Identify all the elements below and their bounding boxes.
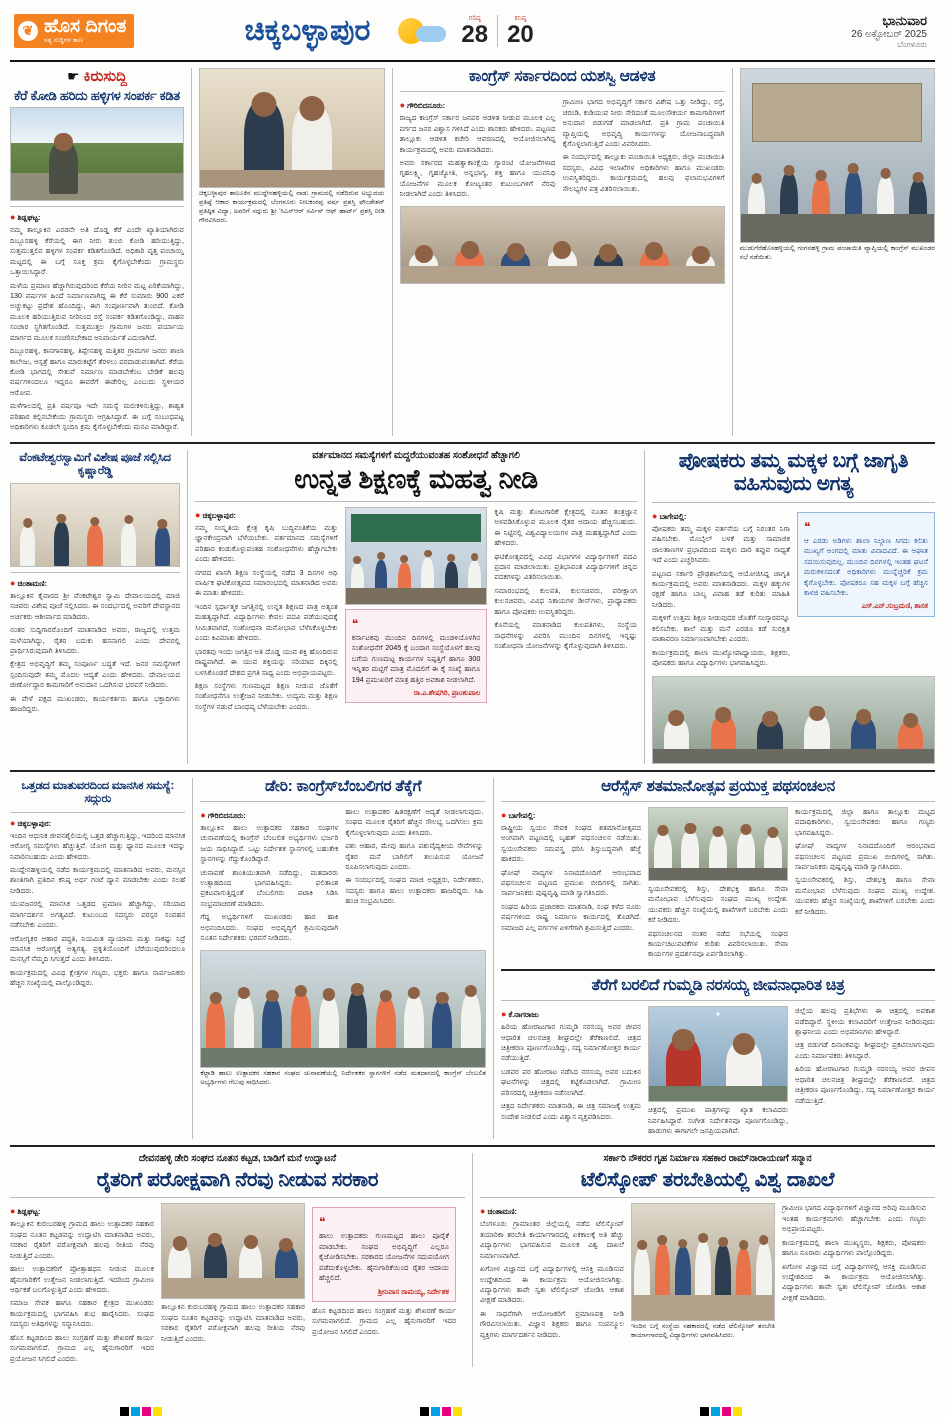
column-right-photo	[740, 68, 935, 436]
bottom-left-byline: ● ಶಿಡ್ಲಘಟ್ಟ:	[10, 1206, 41, 1217]
poshakaru-para-3: ಕಾರ್ಯಕ್ರಮದಲ್ಲಿ ಶಾಲಾ ಮುಖ್ಯೋಪಾಧ್ಯಾಯರು, ಶಿಕ್ಷಕರು, ಪೋಷಕರು ಹಾಗೂ ವಿದ್ಯಾರ್ಥಿಗಳು ಭಾಗವಹಿಸಿದ್ದರು.	[652, 647, 790, 668]
deri-c2-para-0: ಹಾಲು ಉತ್ಪಾದಕರ ಹಿತರಕ್ಷಣೆಗೆ ಆದ್ಯತೆ ನೀಡಲಾಗುವುದು. ಸಂಘದ ಮೂಲಕ ರೈತರಿಗೆ ಹೆಚ್ಚಿನ ಸೌಲಭ್ಯ ಒದಗಿಸಲು ಕ್ರಮ ಕೈಗೊಳ್ಳಲಾಗುವುದು ಎಂದು ತಿಳಿಸಿದರು.	[345, 806, 484, 837]
okkuta-para-3: ಆರೋಗ್ಯಕರ ಆಹಾರ ಪದ್ಧತಿ, ನಿಯಮಿತ ವ್ಯಾಯಾಮ ಮತ್ತು ಸಾಕಷ್ಟು ನಿದ್ರೆ ಮಾನಸಿಕ ಆರೋಗ್ಯಕ್ಕೆ ಅತ್ಯಗತ್ಯ. ಪ್ರಕೃತಿಯೊಂದಿಗೆ ಬೆರೆಯುವುದರಿಂದಲೂ ಮನಸ್ಸಿಗೆ ನೆಮ್ಮದಿ ಸಿಗುತ್ತದೆ ಎಂದು ತಿಳಿಸಿದರು.	[10, 933, 186, 964]
right-photo-caption: ಮುಡುಗೆರೆಹೊಸಹಳ್ಳಿಯಲ್ಲಿ ಗಂಗನಹಳ್ಳಿ ಗ್ರಾಮ ಪಂಚಾಯಿತಿ ವ್ಯಾಪ್ತಿಯಲ್ಲಿ ಕಾಂಗ್ರೆಸ್ ಮುಖಂಡರ ಸಭೆ ನಡೆಯಿತು.	[739, 245, 936, 261]
deri-c1-para-1: ಚುನಾವಣೆ ಶಾಂತಿಯುತವಾಗಿ ನಡೆದಿದ್ದು, ಮತದಾರರು ಉತ್ಸಾಹದಿಂದ ಭಾಗವಹಿಸಿದ್ದರು. ಫಲಿತಾಂಶ ಪ್ರಕಟವಾಗುತ್ತಿದ್ದಂತೆ ಬೆಂಬಲಿಗರು ಪಟಾಕಿ ಸಿಡಿಸಿ ಸಂಭ್ರಮಾಚರಣೆ ಮಾಡಿದರು.	[200, 867, 339, 908]
row-bottom	[10, 1153, 935, 1367]
column-deri	[200, 778, 486, 1140]
column-poshakaru	[652, 450, 935, 764]
poshakaru-para-1: ಪಟ್ಟಣದ ಸರ್ಕಾರಿ ಪ್ರೌಢಶಾಲೆಯಲ್ಲಿ ಆಯೋಜಿಸಿದ್ದ ಜಾಗೃತಿ ಕಾರ್ಯಕ್ರಮದಲ್ಲಿ ಅವರು ಮಾತನಾಡಿದರು. ಮಕ್ಕಳ ಹಕ್ಕುಗಳ ರಕ್ಷಣೆ ಹಾಗೂ ಬಾಲ್ಯ ವಿವಾಹ ತಡೆ ಕುರಿತು ಮಾಹಿತಿ ನೀಡಿದರು.	[652, 568, 790, 609]
publish-date: 26 ಅಕ್ಟೋಬರ್ 2025	[851, 28, 927, 40]
convocation-stage-photo	[345, 507, 488, 605]
venkateshwara-para-2: ಕ್ಷೇತ್ರದ ಅಭಿವೃದ್ಧಿಗೆ ತಮ್ಮ ಸಂಪೂರ್ಣ ಬದ್ಧತೆ ಇದೆ. ಜನರ ಸಮಸ್ಯೆಗಳಿಗೆ ಸ್ಪಂದಿಸುವುದೇ ತಮ್ಮ ಮೊದಲ ಆದ್ಯತೆ ಎಂದು ಹೇಳಿದರು. ದೇವಾಲಯದ ಜೀರ್ಣೋದ್ಧಾರ ಕಾಮಗಾರಿಗೆ ಅನುದಾನ ಒದಗಿಸುವ ಭರವಸೆ ನೀಡಿದರು.	[10, 659, 181, 690]
felicitation-group-photo	[400, 206, 725, 284]
gummidi-c1-para-0: ಹಿರಿಯ ಹೋರಾಟಗಾರ ಗುಮ್ಮಡಿ ನರಸಯ್ಯ ಅವರ ಜೀವನ ಆಧಾರಿತ ಚಲನಚಿತ್ರ ಶೀಘ್ರದಲ್ಲೇ ತೆರೆಕಾಣಲಿದೆ. ಚಿತ್ರದ ಚಿತ್ರೀಕರಣ ಪೂರ್ಣಗೊಂಡಿದ್ದು, ಸದ್ಯ ನಿರ್ಮಾಣೋತ್ತರ ಕಾರ್ಯ ನಡೆಯುತ್ತಿದೆ.	[501, 1022, 641, 1063]
bl-c1-para-1: ಹಾಲು ಉತ್ಪಾದಕರಿಗೆ ಪ್ರೋತ್ಸಾಹಧನ ನೀಡುವ ಮೂಲಕ ಹೈನುಗಾರಿಕೆಗೆ ಉತ್ತೇಜನ ನೀಡಲಾಗುತ್ತಿದೆ. ಇದರಿಂದ ಗ್ರಾಮೀಣ ಆರ್ಥಿಕತೆ ಬಲಗೊಳ್ಳುತ್ತಿದೆ ಎಂದು ಹೇಳಿದರು.	[10, 1264, 154, 1295]
congress-byline: ● ಗೌರಿಬಿದನೂರು:	[399, 100, 446, 111]
temp-max	[452, 15, 497, 47]
poshakaru-quote-text: ಆ ಎರಡು ಅಡಿಗಳು ಶಾಲಾ ನಿಲ್ದಾಣ ಸಿಗದು ಕಲಿತು ಮುಖ್ಯಗೆ ಅಂಗದಲ್ಲಿ ಮಾತು ವಿವಾದವಿದೆ. ಈ ಆಘಾತ ಸದಯಿಸುವುದಿಲ್ಲ. ಮುಂದಿನ ದಿನಗಳಲ್ಲಿ ಇಂತಹ ಘಟನೆ ಮರುಕಳಿಸದಂತೆ ಅಧಿಕಾರಿಗಳು ಮುನ್ನೆಚ್ಚರಿಕೆ ಕ್ರಮ ಕೈಗೊಳ್ಳಬೇಕು. ಪೋಷಕರೂ ಸಹ ಮಕ್ಕಳ ಬಗ್ಗೆ ಹೆಚ್ಚಿನ ಕಾಳಜಿ ವಹಿಸಬೇಕು.	[804, 535, 928, 598]
br-c2-para-1: ಗ್ರಾಮೀಣ ಭಾಗದ ವಿದ್ಯಾರ್ಥಿಗಳಿಗೆ ವಿಜ್ಞಾನದ ಅರಿವು ಮೂಡಿಸುವ ಇಂತಹ ಕಾರ್ಯಕ್ರಮಗಳು ಹೆಚ್ಚಾಗಬೇಕು ಎಂದು ಗಣ್ಯರು ಅಭಿಪ್ರಾಯಪಟ್ಟರು.	[782, 1203, 926, 1234]
br-c2-para-2: ಕಾರ್ಯಕ್ರಮದಲ್ಲಿ ಶಾಲಾ ಮುಖ್ಯಸ್ಥರು, ಶಿಕ್ಷಕರು, ಪೋಷಕರು ಹಾಗೂ ನೂರಾರು ವಿದ್ಯಾರ್ಥಿಗಳು ಪಾಲ್ಗೊಂಡಿದ್ದರು.	[782, 1237, 926, 1258]
temp-min-label: ಕನಿಷ್ಠ	[514, 15, 527, 22]
bl-c1-para-0: ತಾಲ್ಲೂಕಿನ ಕುರುಬರಹಳ್ಳಿ ಗ್ರಾಮದ ಹಾಲು ಉತ್ಪಾದಕರ ಸಹಕಾರ ಸಂಘದ ನೂತನ ಕಟ್ಟಡವನ್ನು ಉದ್ಘಾಟಿಸಿ ಮಾತನಾಡಿದ ಅವರು, ಸರಕಾರ ರೈತರಿಗೆ ಪರೋಕ್ಷವಾಗಿ ಹಲವು ರೀತಿಯ ನೆರವು ನೀಡುತ್ತಿದೆ ಎಂದರು.	[10, 1219, 154, 1260]
bottom-left-quote-box	[312, 1207, 456, 1302]
rss-c2-extra: ಸ್ವಯಂಸೇವಕರಲ್ಲಿ ಶಿಸ್ತು, ದೇಶಭಕ್ತಿ ಹಾಗೂ ಸೇವಾ ಮನೋಭಾವ ಬೆಳೆಸುವುದು ಸಂಘದ ಮುಖ್ಯ ಉದ್ದೇಶ. ಯುವಕರು ಹೆಚ್ಚಿನ ಸಂಖ್ಯೆಯಲ್ಲಿ ಶಾಖೆಗಳಿಗೆ ಬರಬೇಕು ಎಂದು ಕರೆ ನೀಡಿದರು.	[795, 875, 935, 916]
bl-c2-para-0: ಸಮಾಜ ಸೇವಕ ಹಾಗೂ ಸಹಕಾರ ಕ್ಷೇತ್ರದ ಮುಖಂಡರು ಕಾರ್ಯಕ್ರಮದಲ್ಲಿ ಭಾಗವಹಿಸಿ ಶುಭ ಹಾರೈಸಿದರು. ಸಂಘದ ಸದಸ್ಯರು ಅತಿಥಿಗಳನ್ನು ಸನ್ಮಾನಿಸಿದರು.	[10, 1298, 154, 1329]
lead-right-para-0: ಕೃಷಿ ಮತ್ತು ತೋಟಗಾರಿಕೆ ಕ್ಷೇತ್ರದಲ್ಲಿ ನೂತನ ತಂತ್ರಜ್ಞಾನ ಅಳವಡಿಸಿಕೊಳ್ಳುವ ಮೂಲಕ ರೈತರ ಆದಾಯ ಹೆಚ್ಚಿಸಬಹುದು. ಈ ನಿಟ್ಟಿನಲ್ಲಿ ವಿಶ್ವವಿದ್ಯಾಲಯಗಳ ಪಾತ್ರ ಮಹತ್ವದ್ದಾಗಿದೆ ಎಂದು ಹೇಳಿದರು.	[494, 506, 638, 548]
temp-min-value: 20	[507, 21, 534, 48]
couple-felicitation-photo	[199, 68, 385, 188]
rss-c2-para-2: ಕಾರ್ಯಕ್ರಮದಲ್ಲಿ ಜಿಲ್ಲಾ ಹಾಗೂ ತಾಲ್ಲೂಕು ಮಟ್ಟದ ಪದಾಧಿಕಾರಿಗಳು, ಸ್ವಯಂಸೇವಕರು ಹಾಗೂ ಗಣ್ಯರು ಭಾಗವಹಿಸಿದ್ದರು.	[795, 806, 935, 837]
congress-para-1: ಅವರು ಸರ್ಕಾರದ ಮಹತ್ವಾಕಾಂಕ್ಷೆಯ ಗ್ಯಾರಂಟಿ ಯೋಜನೆಗಳಾದ ಗೃಹಲಕ್ಷ್ಮಿ, ಗೃಹಜ್ಯೋತಿ, ಅನ್ನಭಾಗ್ಯ, ಶಕ್ತಿ ಹಾಗೂ ಯುವನಿಧಿ ಯೋಜನೆಗಳ ಮೂಲಕ ಕೋಟ್ಯಂತರ ಕುಟುಂಬಗಳಿಗೆ ನೆರವು ನೀಡಲಾಗಿದೆ ಎಂದು ತಿಳಿಸಿದರು.	[399, 158, 556, 199]
kirusuddi-byline: ● ಶಿಡ್ಲಘಟ್ಟ:	[10, 212, 41, 223]
edition-name: ಚಿಕ್ಕಬಳ್ಳಾಪುರ	[244, 14, 371, 47]
temple-puja-photo	[10, 483, 180, 567]
bottom-left-kicker: ದೇವನಹಳ್ಳಿ ಡೇರಿ ಸಂಘದ ನೂತನ ಕಟ್ಟಡ, ಬಾಡಿಗೆ ಮನೆ ಉದ್ಘಾಟನೆ	[138, 1153, 337, 1165]
column-bottom-left	[10, 1153, 465, 1367]
rss-headline: ಆರೆಸ್ಸೆಸ್ ಶತಮಾನೋತ್ಸವ ಪ್ರಯುಕ್ತ ಪಥಸಂಚಲನ	[601, 777, 835, 795]
temp-max-label: ಗರಿಷ್ಠ	[468, 15, 481, 22]
deri-caption: ಕೆಟ್ಟಾಡಿ ಹಾಲು ಉತ್ಪಾದಕರ ಸಹಕಾರ ಸಂಘದ ಚುನಾವಣೆಯಲ್ಲಿ ನಿರ್ದೇಶಕರ ಸ್ಥಾನಗಳಿಗೆ ನಡೆದ ಮತದಾನದಲ್ಲಿ ಕಾಂಗ್ರೆಸ್ ಬೆಂಬಲಿತ ಅಭ್ಯರ್ಥಿಗಳು ಗೆಲುವು ಸಾಧಿಸಿದರು.	[200, 1069, 487, 1086]
telescope-training-photo	[631, 1203, 775, 1321]
br-c2-para-0: ಈ ಸಾಧನೆಗಾಗಿ ಆಯೋಜಕರಿಗೆ ಪ್ರಮಾಣಪತ್ರ ನೀಡಿ ಗೌರವಿಸಲಾಯಿತು. ವಿಜ್ಞಾನ ಶಿಕ್ಷಕರು ಹಾಗೂ ಸಂಪನ್ಮೂಲ ವ್ಯಕ್ತಿಗಳು ಮಾರ್ಗದರ್ಶನ ನೀಡಿದರು.	[480, 1308, 624, 1339]
okkuta-para-2: ಯುವಜನರಲ್ಲಿ ಮಾನಸಿಕ ಒತ್ತಡದ ಪ್ರಮಾಣ ಹೆಚ್ಚಾಗಿದ್ದು, ಸರಿಯಾದ ಮಾರ್ಗದರ್ಶನ ಅಗತ್ಯವಿದೆ. ಕುಟುಂಬದ ಸದಸ್ಯರು ಪರಸ್ಪರ ಸಂವಹನ ನಡೆಸಬೇಕು ಎಂದರು.	[10, 899, 186, 930]
poshakaru-quote-box	[797, 512, 935, 617]
lead-quote-attrib: ರಾ.ಎ.ಶೇಷಗಿರಿ, ಪ್ರಾಂಶುಪಾಲ	[413, 688, 481, 698]
poshakaru-para-0: ಪೋಷಕರು ತಮ್ಮ ಮಕ್ಕಳ ವರ್ತನೆಯ ಬಗ್ಗೆ ನಿರಂತರ ನಿಗಾ ವಹಿಸಬೇಕು. ಮೊಬೈಲ್ ಬಳಕೆ ಮತ್ತು ಸಾಮಾಜಿಕ ಜಾಲತಾಣಗಳ ಪ್ರಭಾವದಿಂದ ಮಕ್ಕಳು ದಾರಿ ತಪ್ಪುವ ಸಾಧ್ಯತೆ ಇದೆ ಎಂದು ಎಚ್ಚರಿಸಿದರು.	[652, 523, 790, 565]
cloud-icon	[416, 26, 446, 42]
bl-c2-para-1: ಹೊಸ ಕಟ್ಟಡದಿಂದ ಹಾಲು ಸಂಗ್ರಹಣೆ ಮತ್ತು ಶೇಖರಣೆ ಕಾರ್ಯ ಸುಗಮವಾಗಲಿದೆ. ಗ್ರಾಮದ ಎಲ್ಲ ಹೈನುಗಾರರಿಗೆ ಇದರ ಪ್ರಯೋಜನ ಸಿಗಲಿದೆ ಎಂದರು.	[10, 1332, 154, 1363]
lead-right-para-1: ಘಟಿಕೋತ್ಸವದಲ್ಲಿ ವಿವಿಧ ವಿಭಾಗಗಳ ವಿದ್ಯಾರ್ಥಿಗಳಿಗೆ ಪದವಿ ಪ್ರದಾನ ಮಾಡಲಾಯಿತು. ಪ್ರತಿಭಾವಂತ ವಿದ್ಯಾರ್ಥಿಗಳಿಗೆ ಚಿನ್ನದ ಪದಕಗಳನ್ನು ವಿತರಿಸಲಾಯಿತು.	[494, 551, 638, 582]
venkateshwara-para-1: ನಂತರ ಸುದ್ದಿಗಾರರೊಂದಿಗೆ ಮಾತನಾಡಿದ ಅವರು, ರಾಜ್ಯದಲ್ಲಿ ಉತ್ತಮ ಮಳೆಯಾಗಿದ್ದು, ರೈತರ ಬದುಕು ಹಸನಾಗಲಿ ಎಂದು ದೇವರಲ್ಲಿ ಪ್ರಾರ್ಥಿಸಿರುವುದಾಗಿ ತಿಳಿಸಿದರು.	[10, 625, 181, 655]
kirusuddi-para-0: ನಮ್ಮ ತಾಲ್ಲೂಕಿನ ಎರಡನೇ ಅತಿ ದೊಡ್ಡ ಕೆರೆ ಎಂದೇ ಖ್ಯಾತಿಯಾಗಿರುವ ದಿಬ್ಬೂರಹಳ್ಳಿ ಕೆರೆಯಲ್ಲಿ ಈಗ ನೀರು ತುಂಬಿ ಕೋಡಿ ಹರಿಯುತ್ತಿದ್ದು, ಸುತ್ತಮುತ್ತಲಿನ ಹಳ್ಳಿಗಳ ಸಂಪರ್ಕ ಕಡಿತಗೊಂಡಿದೆ. ಅಧಿಕಾರಿ ವೃತ್ತ ಪಂಚಾಯ್ತಿ ಮಟ್ಟದಲ್ಲಿ ಈ ಬಗ್ಗೆ ಸೂಕ್ತ ಕ್ರಮ ಕೈಗೊಳ್ಳಬೇಕೆಂದು ಗ್ರಾಮಸ್ಥರು ಒತ್ತಾಯಿಸಿದ್ದಾರೆ.	[10, 225, 184, 277]
column-top-photo	[199, 68, 385, 436]
lead-kicker: ವರ್ತಮಾನದ ಸಮಸ್ಯೆಗಳಿಗೆ ಮದ್ದರೆಯುವಂತಹ ಸಂಶೋಧನೆ ಹೆಚ್ಚಾಗಲಿ	[312, 449, 520, 461]
gummidi-c1-para-2: ಚಿತ್ರದ ನಿರ್ದೇಶಕರು ಮಾತನಾಡಿ, ಈ ಚಿತ್ರ ಸಮಾಜಕ್ಕೆ ಉತ್ತಮ ಸಂದೇಶ ನೀಡಲಿದೆ ಎಂದು ವಿಶ್ವಾಸ ವ್ಯಕ್ತಪಡಿಸಿದರು.	[501, 1101, 641, 1121]
field-visit-photo	[652, 676, 935, 764]
congress-para-0: ರಾಜ್ಯದ ಕಾಂಗ್ರೆಸ್ ಸರ್ಕಾರ ಜನಪರ ಆಡಳಿತ ನೀಡುವ ಮೂಲಕ ಎಲ್ಲ ವರ್ಗದ ಜನರ ವಿಶ್ವಾಸ ಗಳಿಸಿದೆ ಎಂದು ಶಾಸಕರು ಹೇಳಿದರು. ಪಟ್ಟಣದ ತಾಲ್ಲೂಕು ಆಡಳಿತ ಕಚೇರಿ ಆವರಣದಲ್ಲಿ ಆಯೋಜಿಸಲಾಗಿದ್ದ ಕಾರ್ಯಕ್ರಮದಲ್ಲಿ ಅವರು ಮಾತನಾಡಿದರು.	[399, 113, 556, 154]
okkuta-para-1: ಮುದ್ದೇನಹಳ್ಳಿಯಲ್ಲಿ ನಡೆದ ಕಾರ್ಯಕ್ರಮದಲ್ಲಿ ಮಾತನಾಡಿದ ಅವರು, ಮನಸ್ಸಿನ ಶಾಂತಿಗಾಗಿ ಪ್ರತಿದಿನ ಕನಿಷ್ಠ ಅರ್ಧ ಗಂಟೆ ಧ್ಯಾನ ಮಾಡಬೇಕು ಎಂದು ಸಲಹೆ ನೀಡಿದರು.	[10, 864, 186, 895]
temp-max-value: 28	[461, 21, 489, 48]
bottom-right-byline: ● ಚಿಂತಾಮಣಿ:	[480, 1206, 517, 1217]
rss-march-photo	[648, 807, 788, 881]
pointing-hand-icon: ☛	[66, 68, 80, 84]
kirusuddi-badge: ಕಿರುಸುದ್ದಿ	[83, 68, 128, 85]
poshakaru-quote-attrib: ಎಸ್.ಎನ್.ಸುಬ್ರಮಣಿ, ಶಾಸಕ	[861, 601, 928, 611]
poshakaru-para-2: ಮಕ್ಕಳಿಗೆ ಉತ್ತಮ ಶಿಕ್ಷಣ ನೀಡುವುದರ ಜೊತೆಗೆ ಸಂಸ್ಕಾರವನ್ನೂ ಕಲಿಸಬೇಕು. ಶಾಲೆ ಮತ್ತು ಮನೆ ಎರಡೂ ಕಡೆ ಸುರಕ್ಷಿತ ವಾತಾವರಣ ನಿರ್ಮಾಣವಾಗಬೇಕು ಎಂದರು.	[652, 613, 790, 644]
lead-right-para-2: ಸಮಾರಂಭದಲ್ಲಿ ಕುಲಪತಿ, ಕುಲಸಚಿವರು, ಪರೀಕ್ಷಾಂಗ ಕುಲಸಚಿವರು, ವಿವಿಧ ನಿಕಾಯಗಳ ಡೀನ್‌ಗಳು, ಪ್ರಾಧ್ಯಾಪಕರು ಹಾಗೂ ಪೋಷಕರು ಉಪಸ್ಥಿತರಿದ್ದರು.	[494, 585, 638, 616]
gummidi-c1-para-1: ಬಡವರ ಪರ ಹೋರಾಟ ನಡೆಸಿದ ನರಸಯ್ಯ ಅವರ ಬದುಕಿನ ಘಟನೆಗಳನ್ನು ಚಿತ್ರದಲ್ಲಿ ಕಟ್ಟಿಕೊಡಲಾಗಿದೆ. ಗ್ರಾಮೀಣ ಪರಿಸರದಲ್ಲಿ ಚಿತ್ರೀಕರಣ ನಡೆಸಲಾಗಿದೆ.	[501, 1066, 641, 1097]
lead-byline: ● ಚಿಕ್ಕಬಳ್ಳಾಪುರ:	[195, 509, 237, 520]
bottom-right-caption: ಇಂದಿನ ಬಗ್ಗೆ ಸಂಸ್ಥೆಯ ಸಹಕಾರದಲ್ಲಿ ನಡೆದ ಟೆಲಿಸ್ಕೋಪ್ ತರಬೇತಿ ಕಾರ್ಯಾಗಾರದಲ್ಲಿ ವಿದ್ಯಾರ್ಥಿಗಳು ಭಾಗವಹಿಸಿದರು.	[631, 1323, 775, 1340]
lead-col-1	[195, 507, 338, 715]
colorbar-right	[700, 1407, 742, 1416]
rss-c2-para-1: ಪಥಸಂಚಲನದ ನಂತರ ನಡೆದ ಸಭೆಯಲ್ಲಿ ಸಂಘದ ಕಾರ್ಯಚಟುವಟಿಕೆಗಳ ಕುರಿತು ವಿವರಿಸಲಾಯಿತು. ಸೇವಾ ಕಾರ್ಯಗಳ ಪ್ರದರ್ಶನವೂ ಏರ್ಪಡಿಸಲಾಗಿತ್ತು.	[648, 928, 788, 959]
venkateshwara-para-3: ಈ ವೇಳೆ ಪಕ್ಷದ ಮುಖಂಡರು, ಕಾರ್ಯಕರ್ತರು ಹಾಗೂ ಭಕ್ತಾದಿಗಳು ಹಾಜರಿದ್ದರು.	[10, 693, 181, 714]
okkuta-para-0: ಇಂದಿನ ಆಧುನಿಕ ಜೀವನಶೈಲಿಯಲ್ಲಿ ಒತ್ತಡ ಹೆಚ್ಚಾಗುತ್ತಿದ್ದು, ಇದರಿಂದ ಮಾನಸಿಕ ಆರೋಗ್ಯ ಸಮಸ್ಯೆಗಳು ಹೆಚ್ಚುತ್ತಿವೆ. ಯೋಗ ಮತ್ತು ಧ್ಯಾನದ ಮೂಲಕ ಇದನ್ನು ನಿವಾರಿಸಬಹುದು ಎಂದು ಹೇಳಿದರು.	[10, 830, 186, 861]
lead-col-3	[494, 507, 637, 715]
film-poster-photo: ●	[648, 1006, 788, 1102]
gummidi-byline: ● ಕೆ.ನಾಗರಾಜು	[501, 1009, 539, 1020]
okkuta-headline: ಒತ್ತಡದ ಮಾತುವರದಿಂದ ಮಾನಸಿಕ ಸಮಸ್ಯೆ: ಸದ್ಗುರು	[21, 779, 175, 806]
bl-c1-extra: ತಾಲ್ಲೂಕಿನ ಕುರುಬರಹಳ್ಳಿ ಗ್ರಾಮದ ಹಾಲು ಉತ್ಪಾದಕರ ಸಹಕಾರ ಸಂಘದ ನೂತನ ಕಟ್ಟಡವನ್ನು ಉದ್ಘಾಟಿಸಿ ಮಾತನಾಡಿದ ಅವರು, ಸರಕಾರ ರೈತರಿಗೆ ಪರೋಕ್ಷವಾಗಿ ಹಲವು ರೀತಿಯ ನೆರವು ನೀಡುತ್ತಿದೆ ಎಂದರು.	[161, 1302, 305, 1343]
kirusuddi-para-2: ದಿಬ್ಬೂರಹಳ್ಳಿ, ಕಾನಗಾನಹಳ್ಳಿ, ತಿಪ್ಪೇನಹಳ್ಳಿ ಮತ್ತಿತರ ಗ್ರಾಮಗಳ ಜನರು ಶಾಲಾ ಕಾಲೇಜು, ಆಸ್ಪತ್ರೆ ಹಾಗೂ ಮಾರುಕಟ್ಟೆಗೆ ತೆರಳಲು ಪರದಾಡುವಂತಾಗಿದೆ. ಕೆರೆಯ ಕೋಡಿ ಭಾಗದಲ್ಲಿ ಸೇತುವೆ ನಿರ್ಮಾಣ ಮಾಡಬೇಕೆಂಬ ಬೇಡಿಕೆ ಹಲವು ವರ್ಷಗಳಿಂದಲೂ ಇದ್ದರೂ ಈವರೆಗೆ ಈಡೇರಿಲ್ಲ ಎಂಬುದು ಸ್ಥಳೀಯರ ಆರೋಪ.	[10, 346, 184, 397]
lead-left-para-1: ನಗರದ ಖಾಸಗಿ ಶಿಕ್ಷಣ ಸಂಸ್ಥೆಯಲ್ಲಿ ನಡೆದ 3 ದಿನಗಳ ಅಧಿ ವಾರ್ಷಿಕ ಘಟಿಕೋತ್ಸವದ ಸಮಾರಂಭದಲ್ಲಿ ಮಾತನಾಡಿದ ಅವರು ಈ ಮಾತು ಹೇಳಿದರು.	[195, 567, 338, 598]
lead-left-para-0: ನಮ್ಮ ಸಂಸ್ಕೃತಿಯ ಕ್ಷೇತ್ರ ಕೃಷಿ ಬುದ್ಧಿವಂತಿಕೆಯ ಮತ್ತು ಜ್ಞಾನಕೇಂದ್ರವಾಗಿ ಬೆಳೆಯಬೇಕು. ವರ್ತಮಾನದ ಸಮಸ್ಯೆಗಳಿಗೆ ಪರಿಹಾರ ಕಂಡುಕೊಳ್ಳುವಂತಹ ಸಂಶೋಧನೆಗಳು ಹೆಚ್ಚಾಗಬೇಕು ಎಂದು ಹೇಳಿದರು.	[195, 522, 338, 564]
deri-byline: ● ಗೌರಿಬಿದನೂರು:	[200, 809, 246, 820]
br-c1-extra: ಖಗೋಳ ವಿಜ್ಞಾನದ ಬಗ್ಗೆ ವಿದ್ಯಾರ್ಥಿಗಳಲ್ಲಿ ಆಸಕ್ತಿ ಮೂಡಿಸುವ ಉದ್ದೇಶದಿಂದ ಈ ಕಾರ್ಯಕ್ರಮ ಆಯೋಜಿಸಲಾಗಿತ್ತು. ವಿದ್ಯಾರ್ಥಿಗಳು ತಾವೇ ಸ್ವತಃ ಟೆಲಿಸ್ಕೋಪ್ ಜೋಡಿಸಿ ಆಕಾಶ ವೀಕ್ಷಣೆ ಮಾಡಿದರು.	[782, 1261, 926, 1302]
br-c1-para-1: ಖಗೋಳ ವಿಜ್ಞಾನದ ಬಗ್ಗೆ ವಿದ್ಯಾರ್ಥಿಗಳಲ್ಲಿ ಆಸಕ್ತಿ ಮೂಡಿಸುವ ಉದ್ದೇಶದಿಂದ ಈ ಕಾರ್ಯಕ್ರಮ ಆಯೋಜಿಸಲಾಗಿತ್ತು. ವಿದ್ಯಾರ್ಥಿಗಳು ತಾವೇ ಸ್ವತಃ ಟೆಲಿಸ್ಕೋಪ್ ಜೋಡಿಸಿ ಆಕಾಶ ವೀಕ್ಷಣೆ ಮಾಡಿದರು.	[480, 1264, 624, 1305]
date-block	[851, 13, 931, 50]
bottom-right-kicker: ಸರ್ಕಾರಿ ನೌಕರರ ಗೃಹ ನಿರ್ಮಾಣ ಸಹಕಾರ ರಾಮ್‌ನಾರಾಯಣಗೆ ಸನ್ಮಾನ	[603, 1153, 812, 1165]
quote-icon: ❝	[804, 519, 811, 534]
bl-quote-attrib: ಶ್ರೀನಿವಾಸ ರಾಮಯ್ಯ, ನಿರ್ದೇಶಕ	[377, 1286, 449, 1296]
column-rss	[501, 778, 935, 1140]
quote-icon: ❝	[319, 1215, 326, 1230]
poshakaru-headline: ಪೋಷಕರು ತಮ್ಮ ಮಕ್ಕಳ ಬಗ್ಗೆ ಜಾಗೃತಿ ವಹಿಸುವುದು ಅಗತ್ಯ	[678, 449, 909, 496]
deri-c1-para-0: ತಾಲ್ಲೂಕಿನ ಹಾಲು ಉತ್ಪಾದಕರ ಸಹಕಾರ ಸಂಘಗಳ ಚುನಾವಣೆಯಲ್ಲಿ ಕಾಂಗ್ರೆಸ್ ಬೆಂಬಲಿತ ಅಭ್ಯರ್ಥಿಗಳು ಭರ್ಜರಿ ಜಯ ಸಾಧಿಸಿದ್ದಾರೆ. ಒಟ್ಟು ನಿರ್ದೇಶಕ ಸ್ಥಾನಗಳಲ್ಲಿ ಬಹುತೇಕ ಸ್ಥಾನಗಳನ್ನು ಗೆದ್ದುಕೊಂಡಿದ್ದಾರೆ.	[200, 822, 339, 864]
congress-para-3: ಈ ಸಂದರ್ಭದಲ್ಲಿ ತಾಲ್ಲೂಕು ಪಂಚಾಯಿತಿ ಅಧ್ಯಕ್ಷರು, ಜಿಲ್ಲಾ ಪಂಚಾಯಿತಿ ಸದಸ್ಯರು, ವಿವಿಧ ಇಲಾಖೆಗಳ ಅಧಿಕಾರಿಗಳು ಹಾಗೂ ಮುಖಂಡರು ಉಪಸ್ಥಿತರಿದ್ದರು. ಕಾರ್ಯಕ್ರಮದಲ್ಲಿ ಹಲವು ಫಲಾನುಭವಿಗಳಿಗೆ ಸೌಲಭ್ಯಗಳ ಪತ್ರ ವಿತರಿಸಲಾಯಿತು.	[562, 152, 725, 193]
column-congress	[400, 68, 725, 436]
rss-byline: ● ಬಾಗೇಪಲ್ಲಿ:	[501, 809, 536, 820]
deri-c2-para-1: ಪಶು ಆಹಾರ, ಮೇವು ಹಾಗೂ ಪಶುವೈದ್ಯಕೀಯ ಸೇವೆಗಳನ್ನು ರೈತರ ಮನೆ ಬಾಗಿಲಿಗೆ ತಲುಪಿಸುವ ಯೋಜನೆ ರೂಪಿಸಲಾಗುವುದು ಎಂದರು.	[345, 841, 484, 871]
lead-right-para-3: ಕೊನೆಯಲ್ಲಿ ಮಾತನಾಡಿದ ಕುಲಪತಿಗಳು, ಸಂಸ್ಥೆಯ ಸಾಧನೆಗಳನ್ನು ವಿವರಿಸಿ ಮುಂದಿನ ದಿನಗಳಲ್ಲಿ ಇನ್ನಷ್ಟು ಸಂಶೋಧನಾ ಯೋಜನೆಗಳನ್ನು ಕೈಗೊಳ್ಳುವುದಾಗಿ ತಿಳಿಸಿದರು.	[494, 620, 638, 651]
okkuta-para-4: ಕಾರ್ಯಕ್ರಮದಲ್ಲಿ ವಿವಿಧ ಕ್ಷೇತ್ರಗಳ ಗಣ್ಯರು, ಭಕ್ತರು ಹಾಗೂ ಸಾರ್ವಜನಿಕರು ಹೆಚ್ಚಿನ ಸಂಖ್ಯೆಯಲ್ಲಿ ಪಾಲ್ಗೊಂಡಿದ್ದರು.	[10, 967, 186, 988]
congress-para-2: ಗ್ರಾಮೀಣ ಭಾಗದ ಅಭಿವೃದ್ಧಿಗೆ ಸರ್ಕಾರ ವಿಶೇಷ ಒತ್ತು ನೀಡಿದ್ದು, ರಸ್ತೆ, ಚರಂಡಿ, ಕುಡಿಯುವ ನೀರು ಸೇರಿದಂತೆ ಮೂಲಸೌಕರ್ಯ ಕಾಮಗಾರಿಗಳಿಗೆ ಅನುದಾನ ಬಿಡುಗಡೆ ಮಾಡಲಾಗಿದೆ. ಪ್ರತಿ ಗ್ರಾಮ ಪಂಚಾಯಿತಿ ವ್ಯಾಪ್ತಿಯಲ್ಲಿ ಅಭಿವೃದ್ಧಿ ಕಾರ್ಯಗಳನ್ನು ಯೋಜನಾಬದ್ಧವಾಗಿ ಕೈಗೊಳ್ಳಲಾಗುತ್ತಿದೆ ಎಂದು ವಿವರಿಸಿದರು.	[562, 97, 725, 149]
lead-left-para-4: ಶಿಕ್ಷಣ ಸಂಸ್ಥೆಗಳು ಗುಣಮಟ್ಟದ ಶಿಕ್ಷಣ ನೀಡುವ ಜೊತೆಗೆ ಸಂಶೋಧನೆಗೂ ಉತ್ತೇಜನ ನೀಡಬೇಕು. ಉದ್ಯಮ ಮತ್ತು ಶಿಕ್ಷಣ ಸಂಸ್ಥೆಗಳ ನಡುವೆ ಬಾಂಧವ್ಯ ಬೆಳೆಯಬೇಕು ಎಂದರು.	[195, 680, 338, 711]
leaf-icon: ❦	[18, 21, 38, 41]
column-venkateshwara	[10, 450, 180, 764]
grama-panchayat-meeting-photo	[740, 68, 935, 243]
column-kirusuddi	[10, 68, 184, 436]
masthead	[0, 0, 945, 58]
group-award-photo	[200, 950, 486, 1068]
lead-left-para-3: ಭಾರತವು ಇಂದು ಜಗತ್ತಿನ ಅತಿ ದೊಡ್ಡ ಯುವ ಶಕ್ತಿ ಹೊಂದಿರುವ ರಾಷ್ಟ್ರವಾಗಿದೆ. ಈ ಯುವ ಶಕ್ತಿಯನ್ನು ಸರಿಯಾದ ದಿಕ್ಕಿನಲ್ಲಿ ಬಳಸಿಕೊಂಡರೆ ದೇಶದ ಪ್ರಗತಿ ಸಾಧ್ಯ ಎಂದು ಅಭಿಪ್ರಾಯಪಟ್ಟರು.	[195, 646, 338, 677]
newspaper-logo[interactable]	[14, 14, 134, 48]
kirusuddi-header	[10, 68, 184, 85]
temp-min	[497, 15, 543, 47]
deri-c2-para-2: ಈ ಸಂದರ್ಭದಲ್ಲಿ ಸಂಘದ ಮಾಜಿ ಅಧ್ಯಕ್ಷರು, ನಿರ್ದೇಶಕರು, ಸದಸ್ಯರು ಹಾಗೂ ಹಾಲು ಉತ್ಪಾದಕರು ಹಾಜರಿದ್ದರು. ಸಿಹಿ ಹಂಚಿ ಸಂಭ್ರಮಿಸಿದರು.	[345, 875, 484, 906]
lead-quote-box	[345, 609, 488, 704]
bottom-right-headline: ಟೆಲಿಸ್ಕೋಪ್ ತರಬೇತಿಯಲ್ಲಿ ವಿಶ್ವ ದಾಖಲೆ	[580, 1168, 835, 1191]
column-lead	[195, 450, 637, 764]
kirusuddi-para-3: ಮಳೆಗಾಲದಲ್ಲಿ ಪ್ರತಿ ವರ್ಷವೂ ಇದೇ ಸಮಸ್ಯೆ ಮರುಕಳಿಸುತ್ತಿದ್ದು, ಶಾಶ್ವತ ಪರಿಹಾರ ಕಲ್ಪಿಸಬೇಕೆಂದು ಗ್ರಾಮಸ್ಥರು ಆಗ್ರಹಿಸಿದ್ದಾರೆ. ಈ ಬಗ್ಗೆ ಸಂಬಂಧಪಟ್ಟ ಅಧಿಕಾರಿಗಳು ಕೂಡಲೇ ಸ್ಪಂದಿಸಿ ಕ್ರಮ ಕೈಗೊಳ್ಳಬೇಕೆಂದು ಮನವಿ ಮಾಡಿದ್ದಾರೆ.	[10, 401, 184, 432]
lead-col-2	[345, 507, 488, 715]
gummidi-c2-para-1: ಜಿಲ್ಲೆಯ ಹಲವು ಪ್ರತಿಭೆಗಳು ಈ ಚಿತ್ರದಲ್ಲಿ ಅವಕಾಶ ಪಡೆದಿದ್ದಾರೆ. ಸ್ಥಳೀಯ ಕಲಾವಿದರಿಗೆ ಉತ್ತೇಜನ ನೀಡಿರುವುದು ಶ್ಲಾಘನೀಯ ಎಂದು ಅಭಿಮಾನಿಗಳು ಹೇಳಿದ್ದಾರೆ.	[795, 1006, 935, 1037]
lead-quote-text: ಕರ್ನಾಟಕವು ಮುಂದಿನ ದಿನಗಳಲ್ಲಿ ಮಂಡಳಿಯೊಳಗಿನ ಸಂಶೋಧನೆಗೆ 2045 ಕ್ಕೆ ಬಂದಾಗ ಸಂಸ್ಥೆಯೊಳಗೆ ಹಲವು ಬಗೆಯ ಗುಣಮಟ್ಟ ಕಾರ್ಯಗಳ ನಿಷ್ಪತ್ತಿಗೆ ಹಾಗೂ 300 ಇನ್ನಿತರ ಮಟ್ಟಿಗೆ ಮಾತ್ರ ಮೊದಲಿಗೆ ಈ ಕೈ ಸಂಖ್ಯೆ ಹಾಗೂ 194 ಪ್ರಮುಖರಿಗೆ ಮಾತ್ರ ಹತ್ತಿರ ಅವಕಾಶ ನೀಡಲಾಗಿದೆ.	[351, 632, 481, 684]
congress-headline: ಕಾಂಗ್ರೆಸ್ ಸರ್ಕಾರದಿಂದ ಯಶಸ್ವಿ ಆಡಳಿತ	[468, 68, 656, 85]
venkateshwara-para-0: ತಾಲ್ಲೂಕಿನ ಕೈವಾರದ ಶ್ರೀ ವೆಂಕಟೇಶ್ವರ ಸ್ವಾಮಿ ದೇವಾಲಯದಲ್ಲಿ ಮಾಜಿ ಸಚಿವರು ವಿಶೇಷ ಪೂಜೆ ಸಲ್ಲಿಸಿದರು. ಈ ಸಂದರ್ಭದಲ್ಲಿ ಅವರಿಗೆ ದೇವಸ್ಥಾನದ ಅರ್ಚಕರು ಆಶೀರ್ವಾದ ಮಾಡಿದರು.	[10, 590, 181, 621]
building-inauguration-photo	[161, 1203, 305, 1299]
row-lead	[10, 450, 935, 764]
rss-c2-para-0: ಸ್ವಯಂಸೇವಕರಲ್ಲಿ ಶಿಸ್ತು, ದೇಶಭಕ್ತಿ ಹಾಗೂ ಸೇವಾ ಮನೋಭಾವ ಬೆಳೆಸುವುದು ಸಂಘದ ಮುಖ್ಯ ಉದ್ದೇಶ. ಯುವಕರು ಹೆಚ್ಚಿನ ಸಂಖ್ಯೆಯಲ್ಲಿ ಶಾಖೆಗಳಿಗೆ ಬರಬೇಕು ಎಂದು ಕರೆ ನೀಡಿದರು.	[648, 883, 788, 925]
rss-c1-para-2: ಸಂಘದ ಹಿರಿಯ ಪ್ರಚಾರಕರು ಮಾತನಾಡಿ, ಸಂಘ ಕಳೆದ ನೂರು ವರ್ಷಗಳಿಂದ ರಾಷ್ಟ್ರ ನಿರ್ಮಾಣ ಕಾರ್ಯದಲ್ಲಿ ತೊಡಗಿದೆ. ಸಮಾಜದ ಎಲ್ಲ ವರ್ಗಗಳ ಏಳಿಗೆಗಾಗಿ ಶ್ರಮಿಸುತ್ತಿದೆ ಎಂದರು.	[501, 901, 641, 932]
bottom-left-headline: ರೈತರಿಗೆ ಪರೋಕ್ಷವಾಗಿ ನೆರವು ನೀಡುವ ಸರಕಾರ	[96, 1168, 379, 1191]
row-middle	[10, 778, 935, 1140]
weekday: ಭಾನುವಾರ	[882, 12, 927, 28]
weather-widget	[398, 15, 542, 47]
logo-title: ಹೊಸ ದಿಗಂತ	[44, 16, 127, 37]
venkateshwara-headline: ವೆಂಕಟೇಶ್ವರಸ್ವಾಮಿಗೆ ವಿಶೇಷ ಪೂಜೆ ಸಲ್ಲಿಸಿದ ಕೃಷ್ಣಾರೆಡ್ಡಿ	[19, 451, 171, 478]
logo-subtitle: ಸತ್ಯ ಸುದ್ದಿಗಳ ತಾಣ	[44, 37, 84, 44]
kirusuddi-para-1: ಮಳೆಯ ಪ್ರಮಾಣ ಹೆಚ್ಚಾಗಿರುವುದರಿಂದ ಕೆರೆಯ ನೀರಿನ ಮಟ್ಟ ಏರಿಕೆಯಾಗಿದ್ದು, 130 ವರ್ಷಗಳ ಹಿಂದೆ ನಿರ್ಮಾಣವಾಗಿದ್ದ ಈ ಕೆರೆ ಸುಮಾರು 900 ಎಕರೆ ಅಚ್ಚುಕಟ್ಟು ಪ್ರದೇಶ ಹೊಂದಿದ್ದು, ಈಗ ಸಂಪೂರ್ಣವಾಗಿ ತುಂಬಿದೆ. ಕೋಡಿ ಮೂಲಕ ಹರಿಯುತ್ತಿರುವ ನೀರಿನಿಂದ ರಸ್ತೆ ಸಂಪರ್ಕ ಕಡಿತಗೊಂಡಿದ್ದು, ವಾಹನ ಸಂಚಾರ ಸ್ಥಗಿತಗೊಂಡಿದೆ. ಸುತ್ತಮುತ್ತಲ ಗ್ರಾಮಗಳ ಜನರು ಪರ್ಯಾಯ ಮಾರ್ಗದ ಮೂಲಕ ಸಂಚರಿಸಬೇಕಾದ ಅನಿವಾರ್ಯತೆ ಎದುರಾಗಿದೆ.	[10, 280, 184, 342]
column-bottom-right	[480, 1153, 935, 1367]
rss-c1-para-1: ಘೋಷ್ ವಾದ್ಯಗಳ ನಿನಾದದೊಂದಿಗೆ ಆರಂಭವಾದ ಪಥಸಂಚಲನ ಪಟ್ಟಣದ ಪ್ರಮುಖ ಬೀದಿಗಳಲ್ಲಿ ಸಾಗಿತು. ಸಾರ್ವಜನಿಕರು ಪುಷ್ಪವೃಷ್ಟಿ ಮಾಡಿ ಸ್ವಾಗತಿಸಿದರು.	[501, 867, 641, 898]
bl-quote-text: ಹಾಲು ಉತ್ಪಾದಕರು ಗುಣಮಟ್ಟದ ಹಾಲು ಪೂರೈಕೆ ಮಾಡಬೇಕು. ಸಂಘದ ಅಭಿವೃದ್ಧಿಗೆ ಎಲ್ಲರೂ ಕೈಜೋಡಿಸಬೇಕು. ಸರಕಾರದ ಯೋಜನೆಗಳ ಸದುಪಯೋಗ ಪಡೆದುಕೊಳ್ಳಬೇಕು. ಹೈನುಗಾರಿಕೆಯಿಂದ ರೈತರ ಆದಾಯ ಹೆಚ್ಚಲಿದೆ.	[319, 1231, 449, 1283]
village-road-flood-photo	[10, 107, 184, 201]
column-okkuta	[10, 778, 185, 1140]
gummidi-c1-extra: ಹಿರಿಯ ಹೋರಾಟಗಾರ ಗುಮ್ಮಡಿ ನರಸಯ್ಯ ಅವರ ಜೀವನ ಆಧಾರಿತ ಚಲನಚಿತ್ರ ಶೀಘ್ರದಲ್ಲೇ ತೆರೆಕಾಣಲಿದೆ. ಚಿತ್ರದ ಚಿತ್ರೀಕರಣ ಪೂರ್ಣಗೊಂಡಿದ್ದು, ಸದ್ಯ ನಿರ್ಮಾಣೋತ್ತರ ಕಾರ್ಯ ನಡೆಯುತ್ತಿದೆ.	[795, 1064, 935, 1105]
gummidi-c2-para-0: ಚಿತ್ರದಲ್ಲಿ ಪ್ರಮುಖ ಪಾತ್ರಗಳನ್ನು ಖ್ಯಾತ ಕಲಾವಿದರು ನಿರ್ವಹಿಸಿದ್ದಾರೆ. ಸಂಗೀತ ನಿರ್ದೇಶನವೂ ಪೂರ್ಣಗೊಂಡಿದ್ದು, ಹಾಡುಗಳು ಈಗಾಗಲೇ ಜನಪ್ರಿಯವಾಗಿವೆ.	[648, 1105, 788, 1136]
venkateshwara-byline: ● ಚಿಂತಾಮಣಿ:	[10, 577, 47, 588]
publish-city: ಬೆಂಗಳೂರು	[897, 39, 927, 49]
poshakaru-byline: ● ಬಾಗೇಪಲ್ಲಿ:	[652, 510, 687, 521]
rss-c1-para-0: ರಾಷ್ಟ್ರೀಯ ಸ್ವಯಂ ಸೇವಕ ಸಂಘದ ಶತಮಾನೋತ್ಸವದ ಅಂಗವಾಗಿ ಪಟ್ಟಣದಲ್ಲಿ ಬೃಹತ್ ಪಥಸಂಚಲನ ನಡೆಯಿತು. ಸ್ವಯಂಸೇವಕರು ಸಮವಸ್ತ್ರ ಧರಿಸಿ ಶಿಸ್ತುಬದ್ಧವಾಗಿ ಹೆಜ್ಜೆ ಹಾಕಿದರು.	[501, 822, 641, 864]
deri-headline: ಡೇರಿ: ಕಾಂಗ್ರೆಸ್‌ಬೆಂಬಲಿಗರ ತೆಕ್ಕೆಗೆ	[265, 777, 422, 795]
top-photo-caption: ಚಿಕ್ಕಬಳ್ಳಾಪುರ ತಾಲೂಕಿನ ಮುದ್ದೇನಹಳ್ಳಿಯಲ್ಲಿ ನಾಡು ಗ್ರಾಮದಲ್ಲಿ ನಡೆದಿರುವ ಅಭ್ಯುದಯ ಪ್ರತಿಷ್ಠೆ ಆಕಾರ ಕಾರ್ಯಕ್ರಮದಲ್ಲಿ ಬೆಂಗಳೂರು ನೀಲಕಂಠಪ್ಪ ವರ್ಷ ಪ್ರಶಸ್ತಿ ಫೌಂಡೇಶನ್ ಪ್ರತಿಷ್ಠಿತ ವಿದ್ಯಾ, ಅವರಿಗೆ ಸದ್ಗುರು ಶ್ರೀ 'ಸಿಎಸ್ಆರ್ ಸರ್ವಿಸ್ ಆಫ್ ಹಾರ್ಟ್' ಪ್ರಶಸ್ತಿ ನೀಡಿ ಗೌರವಿಸಿದರು.	[198, 190, 385, 224]
rss-c1-extra: ಘೋಷ್ ವಾದ್ಯಗಳ ನಿನಾದದೊಂದಿಗೆ ಆರಂಭವಾದ ಪಥಸಂಚಲನ ಪಟ್ಟಣದ ಪ್ರಮುಖ ಬೀದಿಗಳಲ್ಲಿ ಸಾಗಿತು. ಸಾರ್ವಜನಿಕರು ಪುಷ್ಪವೃಷ್ಟಿ ಮಾಡಿ ಸ್ವಾಗತಿಸಿದರು.	[795, 841, 935, 871]
br-c1-para-0: ಬೆಂಗಳೂರು ಗ್ರಾಮಾಂತರ ಜಿಲ್ಲೆಯಲ್ಲಿ ನಡೆದ ಟೆಲಿಸ್ಕೋಪ್ ತಯಾರಿಕಾ ತರಬೇತಿ ಕಾರ್ಯಾಗಾರದಲ್ಲಿ ಏಕಕಾಲಕ್ಕೆ ಅತಿ ಹೆಚ್ಚು ವಿದ್ಯಾರ್ಥಿಗಳು ಭಾಗವಹಿಸುವ ಮೂಲಕ ವಿಶ್ವ ದಾಖಲೆ ನಿರ್ಮಾಣವಾಗಿದೆ.	[480, 1219, 624, 1260]
lead-left-para-2: ಇಂದಿನ ಸ್ಪರ್ಧಾತ್ಮಕ ಜಗತ್ತಿನಲ್ಲಿ ಉನ್ನತ ಶಿಕ್ಷಣದ ಪಾತ್ರ ಅತ್ಯಂತ ಮಹತ್ವದ್ದಾಗಿದೆ. ವಿದ್ಯಾರ್ಥಿಗಳು ಕೇವಲ ಪದವಿ ಪಡೆಯುವುದಕ್ಕೆ ಸೀಮಿತವಾಗದೆ, ಸಂಶೋಧನಾ ಮನೋಭಾವ ಬೆಳೆಸಿಕೊಳ್ಳಬೇಕು ಎಂದು ಕಿವಿಮಾತು ಹೇಳಿದರು.	[195, 601, 338, 643]
okkuta-byline: ● ಚಿಕ್ಕಬಳ್ಳಾಪುರ:	[10, 817, 51, 828]
gummidi-headline: ತೆರೆಗೆ ಬರಲಿದೆ ಗುಮ್ಮಡಿ ನರಸಯ್ಯ ಜೀವನಾಧಾರಿತ ಚಿತ್ರ	[591, 976, 845, 994]
deri-c1-para-2: ಗೆದ್ದ ಅಭ್ಯರ್ಥಿಗಳಿಗೆ ಮುಖಂಡರು ಹಾರ ಹಾಕಿ ಅಭಿನಂದಿಸಿದರು. ಸಂಘದ ಅಭಿವೃದ್ಧಿಗೆ ಶ್ರಮಿಸುವುದಾಗಿ ನೂತನ ನಿರ್ದೇಶಕರು ಭರವಸೆ ನೀಡಿದರು.	[200, 912, 339, 943]
lead-headline: ಉನ್ನತ ಶಿಕ್ಷಣಕ್ಕೆ ಮಹತ್ವ ನೀಡಿ	[294, 463, 538, 494]
colorbar-center	[420, 1407, 462, 1416]
gummidi-c2-para-2: ಚಿತ್ರ ಬಿಡುಗಡೆ ದಿನಾಂಕವನ್ನು ಶೀಘ್ರದಲ್ಲೇ ಪ್ರಕಟಿಸಲಾಗುವುದು ಎಂದು ನಿರ್ಮಾಪಕರು ತಿಳಿಸಿದ್ದಾರೆ.	[795, 1040, 935, 1060]
quote-icon: ❝	[351, 616, 359, 631]
colorbar-left	[120, 1407, 162, 1416]
row-top	[10, 68, 935, 436]
kirusuddi-headline: ಕೆರೆ ಕೋಡಿ ಹರಿದು ಹಳ್ಳಿಗಳ ಸಂಪರ್ಕ ಕಡಿತ	[14, 88, 180, 103]
bl-c2-extra: ಹೊಸ ಕಟ್ಟಡದಿಂದ ಹಾಲು ಸಂಗ್ರಹಣೆ ಮತ್ತು ಶೇಖರಣೆ ಕಾರ್ಯ ಸುಗಮವಾಗಲಿದೆ. ಗ್ರಾಮದ ಎಲ್ಲ ಹೈನುಗಾರರಿಗೆ ಇದರ ಪ್ರಯೋಜನ ಸಿಗಲಿದೆ ಎಂದರು.	[312, 1305, 456, 1336]
